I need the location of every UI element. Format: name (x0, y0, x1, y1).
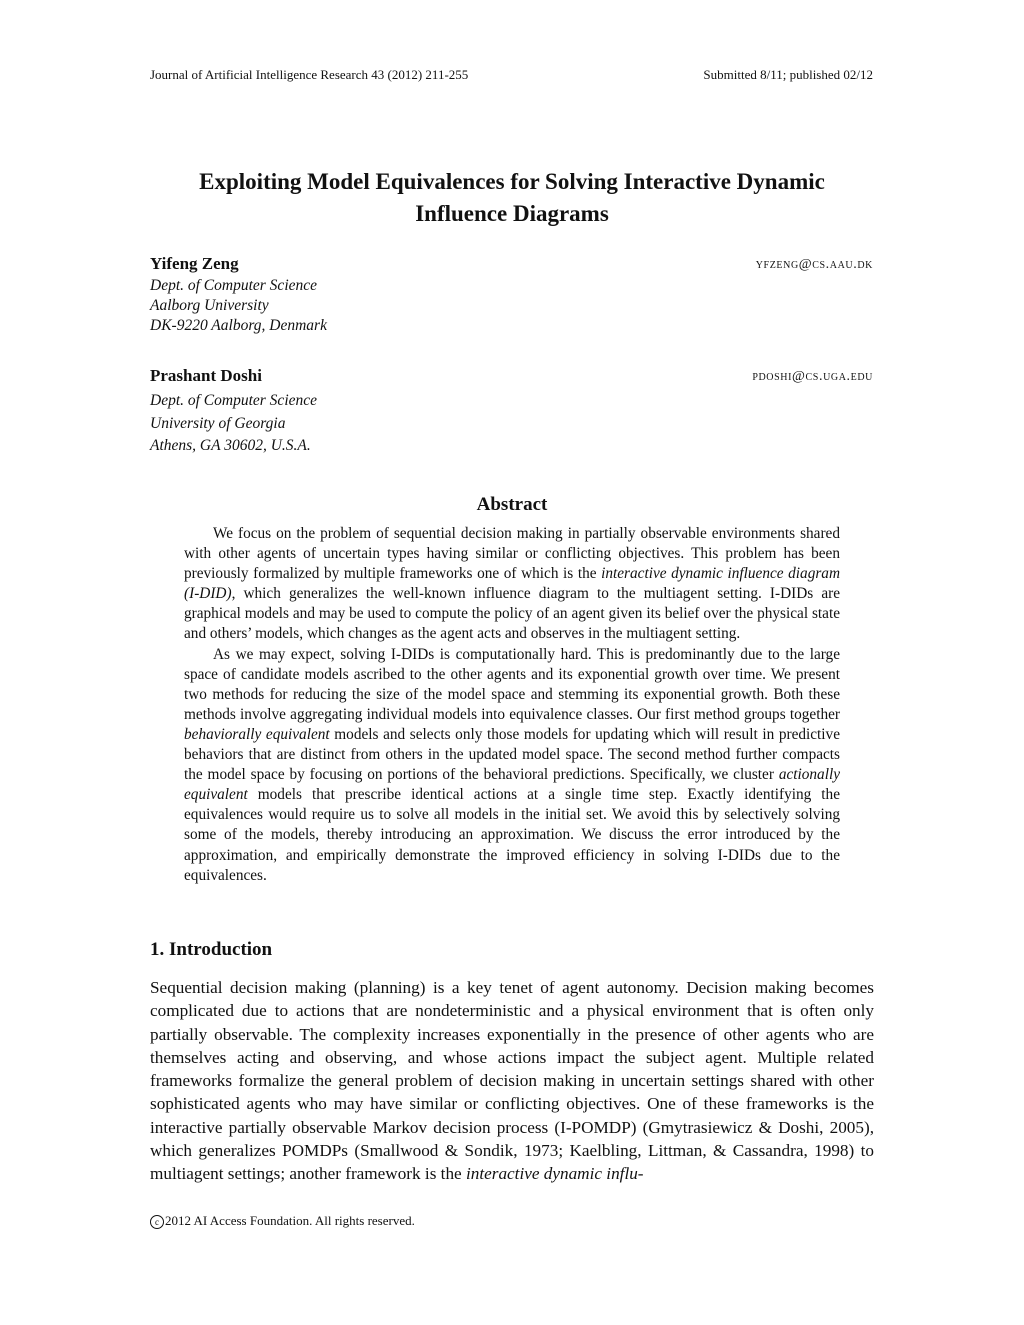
emphasis-term: interactive dynamic influence diagram (I-DID) (184, 565, 840, 603)
title-line-1: Exploiting Model Equivalences for Solving Interactive Dynamic (199, 169, 825, 194)
copyright-icon: c (150, 1215, 164, 1229)
paper-title (150, 166, 874, 230)
copyright-footer (150, 1213, 415, 1229)
emphasis-term: behaviorally equivalent (184, 725, 330, 743)
copyright-text: 2012 AI Access Foundation. All rights reserved. (165, 1213, 415, 1228)
title-line-2: Influence Diagrams (415, 201, 609, 226)
submission-dates: Submitted 8/11; published 02/12 (703, 67, 873, 82)
emphasis-term: interactive dynamic influ- (465, 1164, 644, 1184)
affiliation-dept: Dept. of Computer Science (150, 277, 318, 294)
abstract-paragraph: We focus on the problem of sequential decision making in partially observable environments shared with other agents of uncertain types having similar or conflicting objectives. This problem has been previously formalized by multiple frameworks one of which is the interactive dynamic influence diagram (I-DID), which generalizes the well-known influence diagram to the multiagent setting. I-DIDs are graphical models and may be used to compute the policy of an agent given its belief over the physical state and others’ models, which changes as the agent acts and observes in the multiagent setting. (184, 525, 840, 643)
emphasis-term: actionally equivalent (184, 766, 840, 804)
affiliation-university: Aalborg University (150, 297, 269, 314)
section-heading-introduction: 1. Introduction (150, 939, 273, 960)
abstract-body (184, 524, 840, 886)
author-name: Yifeng Zeng (150, 254, 239, 273)
abstract-paragraph: As we may expect, solving I-DIDs is computationally hard. This is predominantly due to the large space of candidate models ascribed to the other agents and its exponential growth over time. We present two methods for reducing the size of the model space and stemming its exponential growth. Both these methods involve aggregating individual models into equivalence classes. Our first method groups together behaviorally equivalent models and selects only those models for updating which will result in predictive behaviors that are distinct from others in the updated model space. The second method further compacts the model space by focusing on portions of the behavioral predictions. Specifically, we cluster actionally equivalent models that prescribe identical actions at a single time step. Exactly identifying the equivalences would require us to solve all models in the initial set. We avoid this by selectively solving some of the models, thereby introducing an approximation. We discuss the error introduced by the approximation, and empirically demonstrate the improved efficiency in solving I-DIDs due to the equivalences. (184, 645, 840, 884)
affiliation-address: Athens, GA 30602, U.S.A. (150, 437, 311, 454)
author-email[interactable]: pdoshi@cs.uga.edu (752, 369, 873, 384)
affiliation-address: DK-9220 Aalborg, Denmark (150, 317, 327, 334)
introduction-paragraph: Sequential decision making (planning) is a key tenet of agent autonomy. Decision making becomes complicated due to actions that are nondeterministic and a physical environment that is often only partially observable. The complexity increases exponentially in the presence of other agents who are themselves acting and observing, and whose actions impact the subject agent. Multiple related frameworks formalize the general problem of decision making in uncertain settings shared with other sophisticated agents who may have similar or conflicting objectives. One of these frameworks is the interactive partially observable Markov decision process (I-POMDP) (Gmytrasiewicz & Doshi, 2005), which generalizes POMDPs (Smallwood & Sondik, 1973; Kaelbling, Littman, & Cassandra, 1998) to multiagent settings; another framework is the interactive dynamic influ- (150, 978, 874, 1184)
journal-header: Journal of Artificial Intelligence Research 43 (2012) 211-255 (150, 67, 469, 82)
affiliation-dept: Dept. of Computer Science (150, 392, 318, 409)
author-email[interactable]: yfzeng@cs.aau.dk (755, 257, 873, 272)
author-affiliation (150, 276, 327, 336)
abstract-heading: Abstract (476, 494, 548, 515)
affiliation-university: University of Georgia (150, 414, 286, 432)
author-affiliation (150, 390, 317, 458)
author-name: Prashant Doshi (150, 366, 262, 385)
